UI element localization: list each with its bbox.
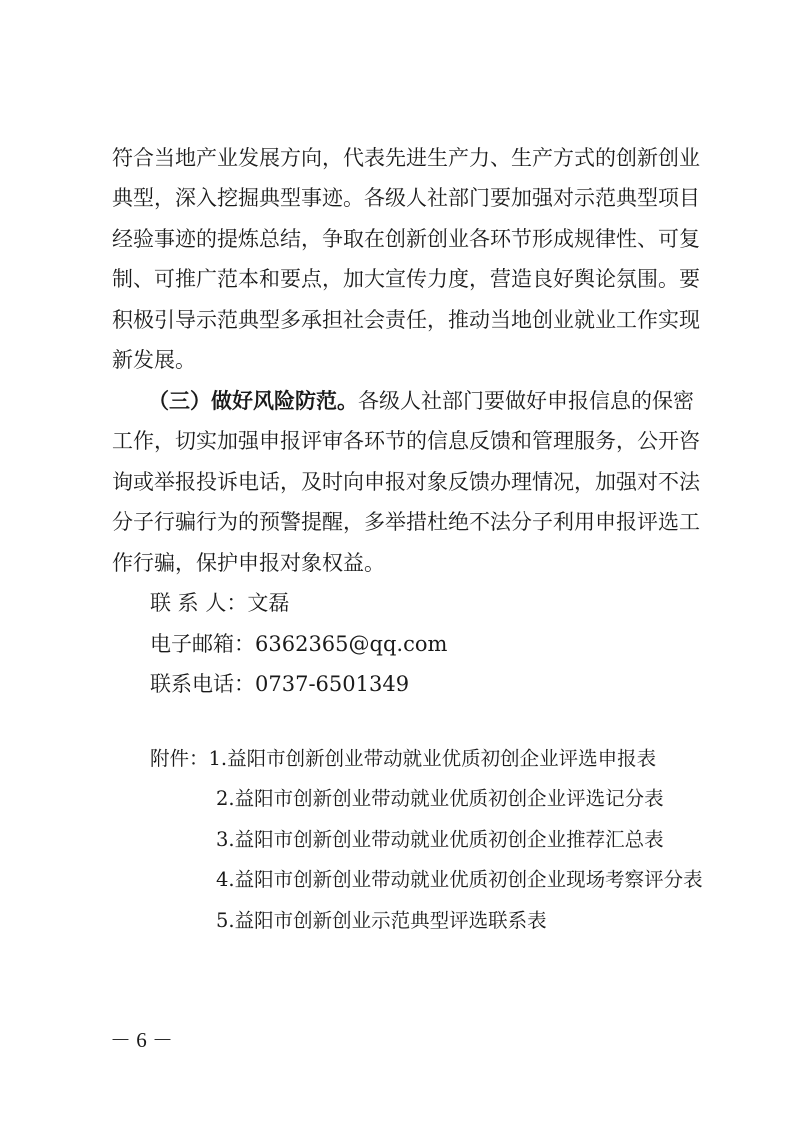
- attachment-item-4: 4.益阳市创新创业带动就业优质初创企业现场考察评分表: [216, 868, 703, 891]
- section-three-first-line: [148, 386, 718, 416]
- body-line: 作行骗，保护申报对象权益。: [112, 551, 385, 575]
- body-line: 积极引导示范典型多承担社会责任，推动当地创业就业工作实现: [112, 308, 700, 332]
- attachment-item-1: 1.益阳市创新创业带动就业优质初创企业评选申报表: [208, 747, 657, 770]
- body-line: 分子行骗行为的预警提醒，多举措杜绝不法分子利用申报评选工: [112, 510, 700, 534]
- body-line: 制、可推广范本和要点，加大宣传力度，营造良好舆论氛围。要: [112, 267, 700, 291]
- body-line: 询或举报投诉电话，及时向申报对象反馈办理情况，加强对不法: [112, 470, 700, 494]
- contact-phone: 联系电话：0737-6501349: [150, 672, 410, 696]
- body-line: 新发展。: [112, 348, 196, 372]
- body-line: 符合当地产业发展方向，代表先进生产力、生产方式的创新创业: [112, 146, 700, 170]
- attachment-item-2: 2.益阳市创新创业带动就业优质初创企业评选记分表: [216, 787, 664, 810]
- section-three-text: 各级人社部门要做好申报信息的保密: [358, 389, 694, 413]
- attachment-item-3: 3.益阳市创新创业带动就业优质初创企业推荐汇总表: [216, 828, 664, 851]
- attachment-item-5: 5.益阳市创新创业示范典型评选联系表: [216, 909, 547, 932]
- attachment-item: [150, 744, 710, 774]
- body-line: 经验事迹的提炼总结，争取在创新创业各环节形成规律性、可复: [112, 227, 700, 251]
- section-three-heading: （三）做好风险防范。: [148, 388, 358, 413]
- contact-email: 电子邮箱：6362365@qq.com: [150, 632, 448, 656]
- body-line: 工作，切实加强申报评审各环节的信息反馈和管理服务，公开咨: [112, 429, 700, 453]
- page-number: － 6 －: [110, 1028, 173, 1052]
- body-line: 典型，深入挖掘典型事迹。各级人社部门要加强对示范典型项目: [112, 186, 700, 210]
- contact-person: 联 系 人：文磊: [150, 591, 290, 615]
- attachments-label: 附件：: [150, 747, 209, 770]
